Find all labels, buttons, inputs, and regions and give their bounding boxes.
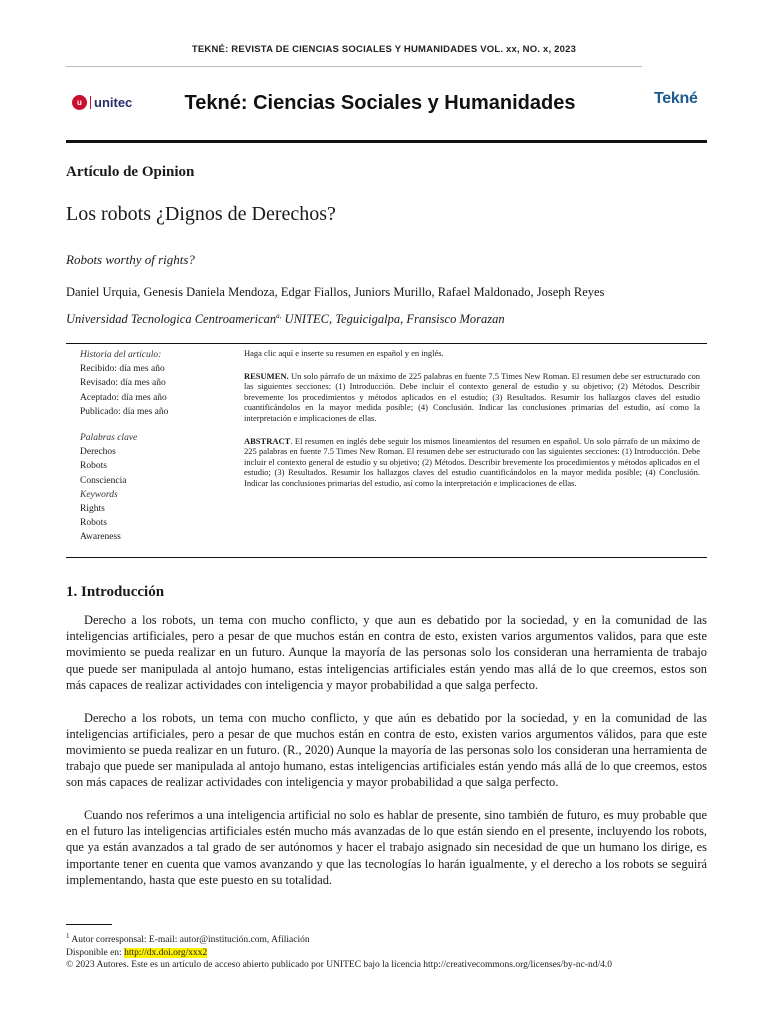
keyword-es-item: Robots (80, 461, 107, 472)
affiliation-sup: a, (276, 312, 282, 320)
article-subtitle: Robots worthy of rights? (66, 252, 195, 267)
available-label: Disponible en: (66, 947, 125, 958)
article-title: Los robots ¿Dignos de Derechos? (66, 203, 336, 225)
footnote-rule (66, 924, 112, 925)
tekne-logo: Tekné (654, 90, 698, 107)
info-box-bottom-rule (66, 557, 707, 558)
abstract-text: . El resumen en inglés debe seguir los mismos lineamientos del resumen en español. Un solo párrafo de un máximo de 225 palabras en fuente 7.5 Times New Roman. El resumen debe ser estructurado con las siguientes secciones: (1) Introducción. Debe incluir el contexto general de estudio y su objetivo; (2) Métodos. Describir brevemente los procedimientos y métodos aplicados en el estudio; (3) Resultados. Resumir los hallazgos claves del estudio cuantificándolos en la mayor medida posible; (4) Conclusión. Indicar las conclusiones primarias del estudio, así como la interpretación e implicaciones de ellas. (244, 435, 700, 488)
history-heading: Historia del artículo: (80, 350, 162, 360)
history-received: Recibido: día mes año (80, 364, 165, 375)
footnote-author-text: Autor corresponsal: E-mail: autor@institución.com, Afiliación (69, 935, 310, 946)
section-heading: 1. Introducción (66, 584, 165, 600)
article-type: Artículo de Opinion (66, 164, 195, 180)
affiliation (66, 312, 505, 327)
article-info-sidebar (80, 348, 240, 545)
resumen-paragraph (244, 371, 700, 424)
keyword-en-item: Awareness (80, 532, 121, 543)
journal-title-bar (66, 140, 707, 143)
resumen-label: RESUMEN. (244, 370, 289, 381)
keyword-en-item: Rights (80, 504, 105, 515)
abstract-label: ABSTRACT (244, 435, 291, 446)
abstract-instruction[interactable]: Haga clic aquí e inserte su resumen en español y en inglés. (244, 348, 444, 358)
footnotes (66, 930, 746, 972)
body-paragraph: Cuando nos referimos a una inteligencia artificial no solo es hablar de presente, sino también de futuro, es muy probable que en el futuro las inteligencias artificiales estén mucho más avanzadas de lo que están siendo en el presente, incluyendo los robots, que ya están avanzados a tal grado de ser autónomos y hacer el trabajo asignado sin necesidad de que un humano los dirige, es importante tener en cuenta que vamos avanzando y que las tecnologías lo harán igualmente, y el derecho a los robots se seguirá implementando, hasta que este puesto en su totalidad. (66, 808, 707, 887)
history-accepted: Aceptado: día mes año (80, 392, 167, 403)
footnote-license: © 2023 Autores. Este es un artículo de acceso abierto publicado por UNITEC bajo la licencia http://creativecommons.org/licenses/by-nc-nd/4.0 (66, 960, 613, 971)
journal-title: Tekné: Ciencias Sociales y Humanidades (184, 92, 576, 114)
body-paragraph: Derecho a los robots, un tema con mucho conflicto, y que aún es debatido por la sociedad, y en la comunidad de las inteligencias artificiales, pero a pesar de que muchos están en contra de esto, existen varios argumentos válidos, para que este movimiento se pueda realizar en un futuro. (R., 2020) Aunque la mayoría de las personas solo los consideran una herramienta de trabajo que puede ser manipulada al antojo humano, estas inteligencias artificiales están yendo más allá de lo que creemos, estos son más capaces de realizar actividades con inteligencia y mayor probabilidad a que salga perfecto. (66, 710, 707, 790)
history-revised: Revisado: día mes año (80, 378, 166, 389)
affiliation-rest: UNITEC, Teguicigalpa, Fransisco Morazan (281, 312, 505, 327)
authors: Daniel Urquia, Genesis Daniela Mendoza, Edgar Fiallos, Juniors Murillo, Rafael Maldonado, Joseph Reyes (66, 285, 605, 299)
header-rule (66, 66, 642, 67)
keyword-es-item: Consciencia (80, 475, 127, 486)
unitec-logo (72, 92, 132, 112)
unitec-logo-text: unitec (90, 96, 132, 109)
resumen-text: Un solo párrafo de un máximo de 225 palabras en fuente 7.5 Times New Roman. El resumen debe ser estructurado con las siguientes secciones: (1) Introducción. Debe incluir el contexto general de estudio y su objetivo; (2) Métodos. Describir brevemente los procedimientos y métodos aplicados en el estudio; (3) Resultados. Resumir los hallazgos claves del estudio cuantificándolos en la mayor medida posible; (4) Conclusión. Indicar las conclusiones primarias del estudio, así como la interpretación e implicaciones de ellas. (244, 370, 700, 423)
abstracts-block (244, 348, 700, 489)
keyword-en-item: Robots (80, 518, 107, 529)
footnote-mark: 1 (66, 932, 70, 940)
doi-link[interactable]: http://dx.doi.org/xxx2 (124, 947, 208, 958)
unitec-mark-icon: u (72, 95, 87, 110)
section-body (66, 612, 707, 905)
keywords-es-heading: Palabras clave (80, 433, 138, 444)
keyword-es-item: Derechos (80, 447, 116, 458)
info-box-top-rule (66, 343, 707, 344)
running-head: TEKNÉ: REVISTA DE CIENCIAS SOCIALES Y HUMANIDADES VOL. xx, NO. x, 2023 (191, 44, 577, 55)
keywords-en-heading: Keywords (80, 489, 118, 500)
abstract-paragraph (244, 436, 700, 489)
footnote-availability (66, 947, 746, 960)
affiliation-main: Universidad Tecnologica Centroamerican (66, 312, 277, 327)
history-published: Publicado: día mes año (80, 406, 169, 417)
footnote-author (66, 930, 746, 947)
body-paragraph: Derecho a los robots, un tema con mucho conflicto, y que aun es debatido por la sociedad, y en la comunidad de las inteligencias artificiales, pero a pesar de que muchos están en contra de esto, existen varios argumentos validos, para que este movimiento se pueda realizar en un futuro. Aunque la mayoría de las personas solo los consideran una herramienta de trabajo que puede ser manipulada al antojo humano, estas inteligencias artificiales están yendo mas allá de lo que creemos, estos son más capaces de realizar actividades con inteligencia y mayor probabilidad a que salga perfecto. (66, 613, 707, 692)
